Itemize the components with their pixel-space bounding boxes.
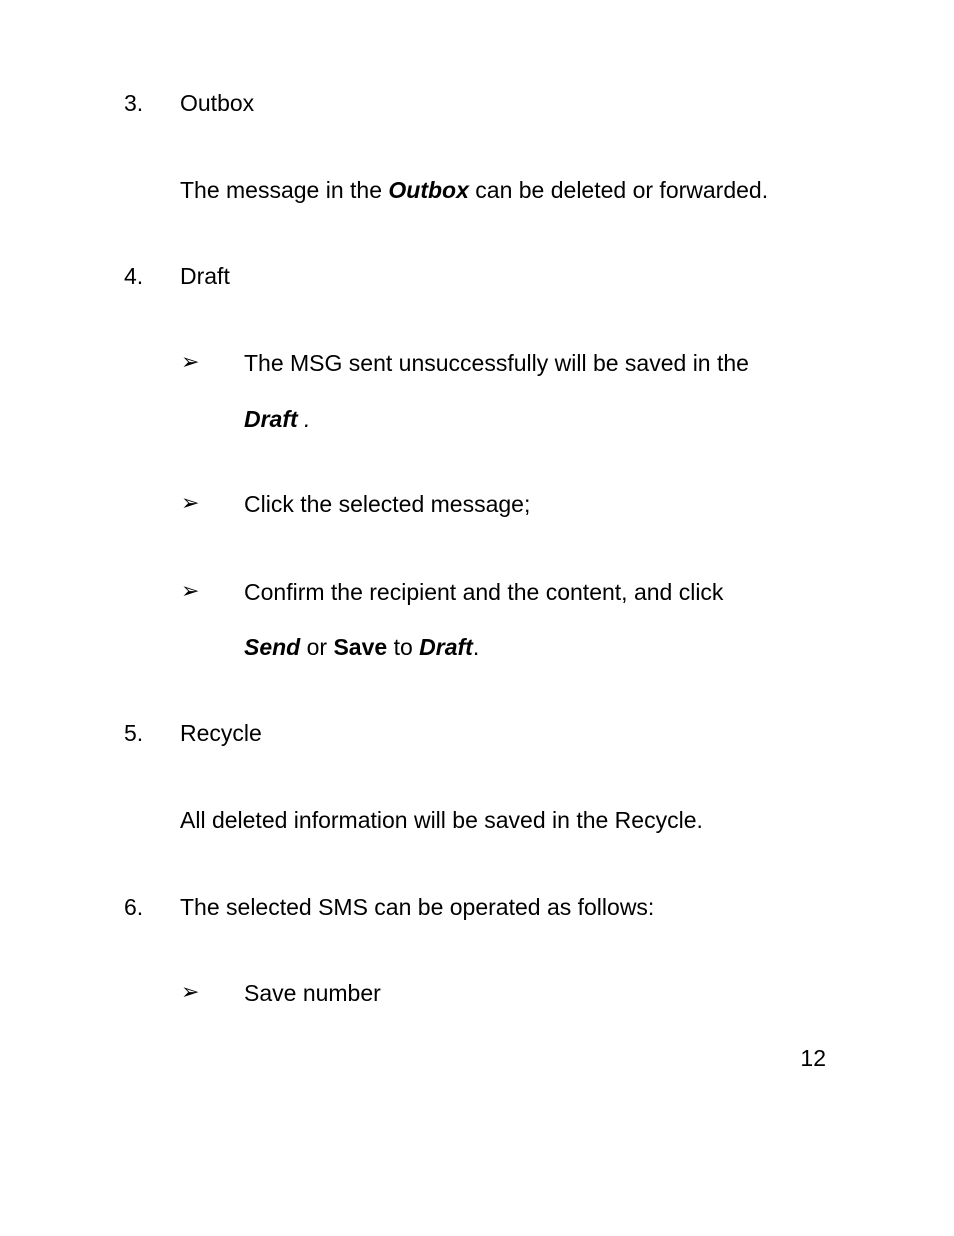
outbox-text-em: Outbox [388,177,469,203]
draft-bullet-2: Click the selected message; [244,491,531,517]
item-heading-draft: Draft [180,263,230,289]
item-heading-outbox: Outbox [180,90,255,116]
bullet-arrow-icon: ➢ [181,350,200,375]
draft-term: Draft [419,634,473,660]
outbox-text-pre: The message in the [180,177,389,203]
draft-bullet-1-line-1: The MSG sent unsuccessfully will be saved in the [244,350,749,376]
bullet-arrow-icon: ➢ [181,491,200,516]
draft-bullet-3-line-1: Confirm the recipient and the content, and click [244,579,724,605]
outbox-paragraph [180,179,768,202]
outbox-text-post: can be deleted or forwarded. [468,177,769,203]
send-term: Send [244,634,301,660]
item-number: 4. [124,263,144,289]
to-word: to [387,634,420,660]
draft-bullet-3-line-2 [244,636,479,659]
bullet-arrow-icon: ➢ [181,579,200,604]
item-heading-sms-operations: The selected SMS can be operated as follows: [180,894,655,920]
bullet-arrow-icon: ➢ [181,980,200,1005]
recycle-paragraph: All deleted information will be saved in the Recycle. [180,807,703,833]
page-number: 12 [800,1045,826,1071]
or-word: or [300,634,334,660]
draft-bullet-1-em: Draft [244,406,298,432]
draft-bullet-1-line-2 [244,408,310,431]
item-number: 3. [124,90,144,116]
item-heading-recycle: Recycle [180,720,262,746]
save-term: Save [333,634,388,660]
item-number: 5. [124,720,144,746]
sms-bullet-save-number: Save number [244,980,381,1006]
draft-bullet-1-end: . [297,406,311,432]
item-number: 6. [124,894,144,920]
period: . [472,634,480,660]
